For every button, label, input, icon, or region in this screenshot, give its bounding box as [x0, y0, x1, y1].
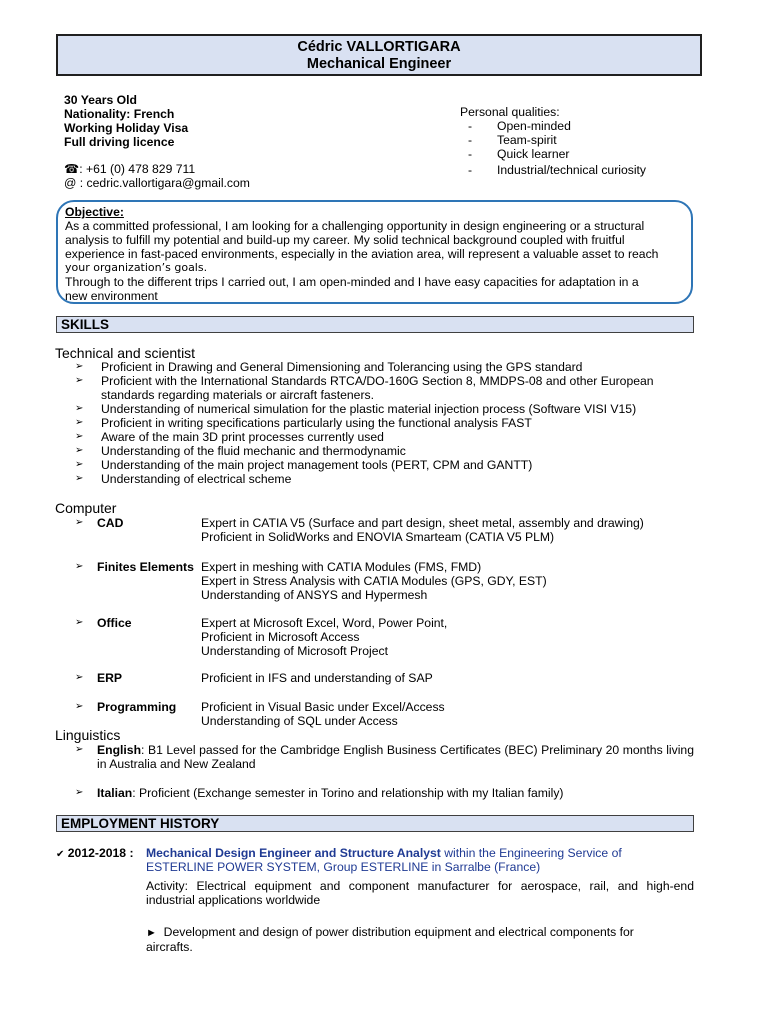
cad-details: [201, 516, 644, 544]
detail-line: Understanding of ANSYS and Hypermesh: [201, 588, 428, 602]
phone-number: : +61 (0) 478 829 711: [79, 162, 196, 176]
skills-heading: SKILLS: [56, 316, 694, 333]
italian-text: : Proficient (Exchange semester in Torino and relationship with my Italian family): [132, 786, 564, 800]
erp-label: ERP: [97, 671, 123, 685]
office-label: Office: [97, 616, 132, 630]
computer-title: Computer: [55, 500, 117, 516]
office-details: [201, 616, 447, 658]
objective-line: Through to the different trips I carried out, I am open-minded and I have easy capacities for adaptation in a: [65, 275, 639, 289]
detail-line: Expert in meshing with CATIA Modules (FMS, FMD): [201, 560, 482, 574]
candidate-title: Mechanical Engineer: [306, 56, 452, 72]
objective-line: analysis to fulfill my potential and build-up my career. My solid technical background coupled with fruitful: [65, 233, 625, 247]
visa: Working Holiday Visa: [64, 121, 189, 135]
programming-details: [201, 700, 445, 728]
arrow-bullet-icon: ➢: [75, 431, 84, 442]
objective-line: experience in fast-paced environments, especially in the aviation area, will represent a valuable asset to reach: [65, 247, 659, 261]
job-period: [56, 846, 134, 862]
list-item: ➢ Understanding of numerical simulation for the plastic material injection process (Software VISI V15): [75, 402, 637, 416]
linguistics-title: Linguistics: [55, 727, 121, 743]
detail-line: Understanding of SQL under Access: [201, 714, 398, 728]
quality-item: - Industrial/technical curiosity: [468, 163, 647, 177]
list-item: ➢ Understanding of the main project management tools (PERT, CPM and GANTT): [75, 458, 533, 472]
objective-line: As a committed professional, I am looking for a challenging opportunity in design engineering or a structural: [65, 219, 645, 233]
list-item: ➢ Understanding of the fluid mechanic and thermodynamic: [75, 444, 406, 458]
detail-line: Understanding of Microsoft Project: [201, 644, 388, 658]
phone-row: [64, 162, 250, 176]
personal-info: [64, 93, 188, 149]
driving-licence: Full driving licence: [64, 135, 175, 149]
arrow-bullet-icon: ➢: [75, 417, 84, 428]
list-item: ➢ Understanding of electrical scheme: [75, 472, 292, 486]
english-text: : B1 Level passed for the Cambridge English Business Certificates (BEC) Preliminary 20 months living in Australia and New Zealand: [97, 743, 694, 771]
programming-label: Programming: [97, 700, 177, 714]
arrow-bullet-icon: ➢: [75, 672, 84, 683]
arrow-bullet-icon: ➢: [75, 473, 84, 484]
italian-label: Italian: [97, 786, 133, 800]
list-item: ➢ Proficient with the International Standards RTCA/DO-160G Section 8, MMDPS-08 and other European standards regarding materials or aircraft fasteners.: [75, 374, 654, 402]
list-item: ➢ Proficient in writing specifications particularly using the functional analysis FAST: [75, 416, 532, 430]
quality-item: - Open-minded: [468, 119, 571, 133]
detail-line: Expert at Microsoft Excel, Word, Power Point,: [201, 616, 448, 630]
job-title-line: [146, 846, 694, 860]
arrow-bullet-icon: ➢: [75, 375, 84, 386]
cad-label: CAD: [97, 516, 124, 530]
arrow-bullet-icon: ➢: [75, 517, 84, 528]
personal-qualities: [460, 105, 695, 177]
english-label: English: [97, 743, 142, 757]
technical-skills-list: [75, 360, 695, 486]
email-row: [64, 176, 250, 190]
arrow-bullet-icon: ➢: [75, 445, 84, 456]
company-activity: Activity: Electrical equipment and component manufacturer for aerospace, rail, and high-end industrial applications worldwide: [146, 879, 694, 907]
objective-title: Objective:: [65, 205, 124, 219]
job-role: Mechanical Design Engineer and Structure Analyst: [146, 846, 441, 860]
list-item: ➢ Aware of the main 3D print processes currently used: [75, 430, 384, 444]
job-task: [146, 925, 681, 954]
arrow-bullet-icon: ➢: [75, 361, 84, 372]
objective-line: your organization’s goals.: [65, 261, 208, 274]
technical-title: Technical and scientist: [55, 345, 196, 361]
arrow-bullet-icon: ➢: [75, 403, 84, 414]
arrow-bullet-icon: ➢: [75, 701, 84, 712]
employment-heading: EMPLOYMENT HISTORY: [56, 815, 694, 832]
arrow-bullet-icon: ➢: [75, 561, 84, 572]
checkmark-icon: ✔: [56, 849, 65, 860]
arrow-bullet-icon: ➢: [75, 617, 84, 628]
italian-skill: [97, 786, 564, 800]
erp-details: [201, 671, 433, 685]
arrow-bullet-icon: ➢: [75, 744, 84, 755]
objective-box: [56, 200, 693, 304]
cv-header: [56, 34, 702, 76]
qualities-title: Personal qualities:: [460, 105, 560, 119]
at-sign: @: [64, 176, 77, 190]
arrow-bullet-icon: ➢: [75, 459, 84, 470]
detail-line: Expert in Stress Analysis with CATIA Modules (GPS, GDY, EST): [201, 574, 547, 588]
finite-elements-label: Finites Elements: [97, 560, 194, 574]
telephone-icon: ☎: [64, 162, 80, 176]
email-address: : cedric.vallortigara@gmail.com: [79, 176, 250, 190]
finite-elements-details: [201, 560, 547, 602]
company-name: ESTERLINE POWER SYSTEM, Group ESTERLINE in Sarralbe (France): [146, 860, 541, 874]
candidate-name: Cédric VALLORTIGARA: [297, 39, 461, 55]
contact-info: [64, 162, 250, 190]
period-text: 2012-2018 :: [67, 846, 134, 860]
age: 30 Years Old: [64, 93, 137, 107]
arrow-bullet-icon: ➢: [75, 787, 84, 798]
detail-line: Expert in CATIA V5 (Surface and part design, sheet metal, assembly and drawing): [201, 516, 644, 530]
detail-line: Proficient in Microsoft Access: [201, 630, 360, 644]
job-role-context: within the Engineering Service of: [440, 846, 622, 860]
quality-item: - Quick learner: [468, 147, 570, 161]
objective-line: new environment: [65, 289, 158, 303]
triangle-bullet-icon: ►: [146, 927, 157, 939]
list-item: ➢ Proficient in Drawing and General Dimensioning and Tolerancing using the GPS standard: [75, 360, 583, 374]
detail-line: Proficient in Visual Basic under Excel/Access: [201, 700, 445, 714]
quality-item: - Team-spirit: [468, 133, 557, 147]
detail-line: Proficient in IFS and understanding of SAP: [201, 671, 433, 685]
english-skill: [97, 743, 694, 771]
detail-line: Proficient in SolidWorks and ENOVIA Smarteam (CATIA V5 PLM): [201, 530, 555, 544]
nationality: Nationality: French: [64, 107, 175, 121]
task-text: Development and design of power distribution equipment and electrical components for aircrafts.: [146, 925, 634, 954]
